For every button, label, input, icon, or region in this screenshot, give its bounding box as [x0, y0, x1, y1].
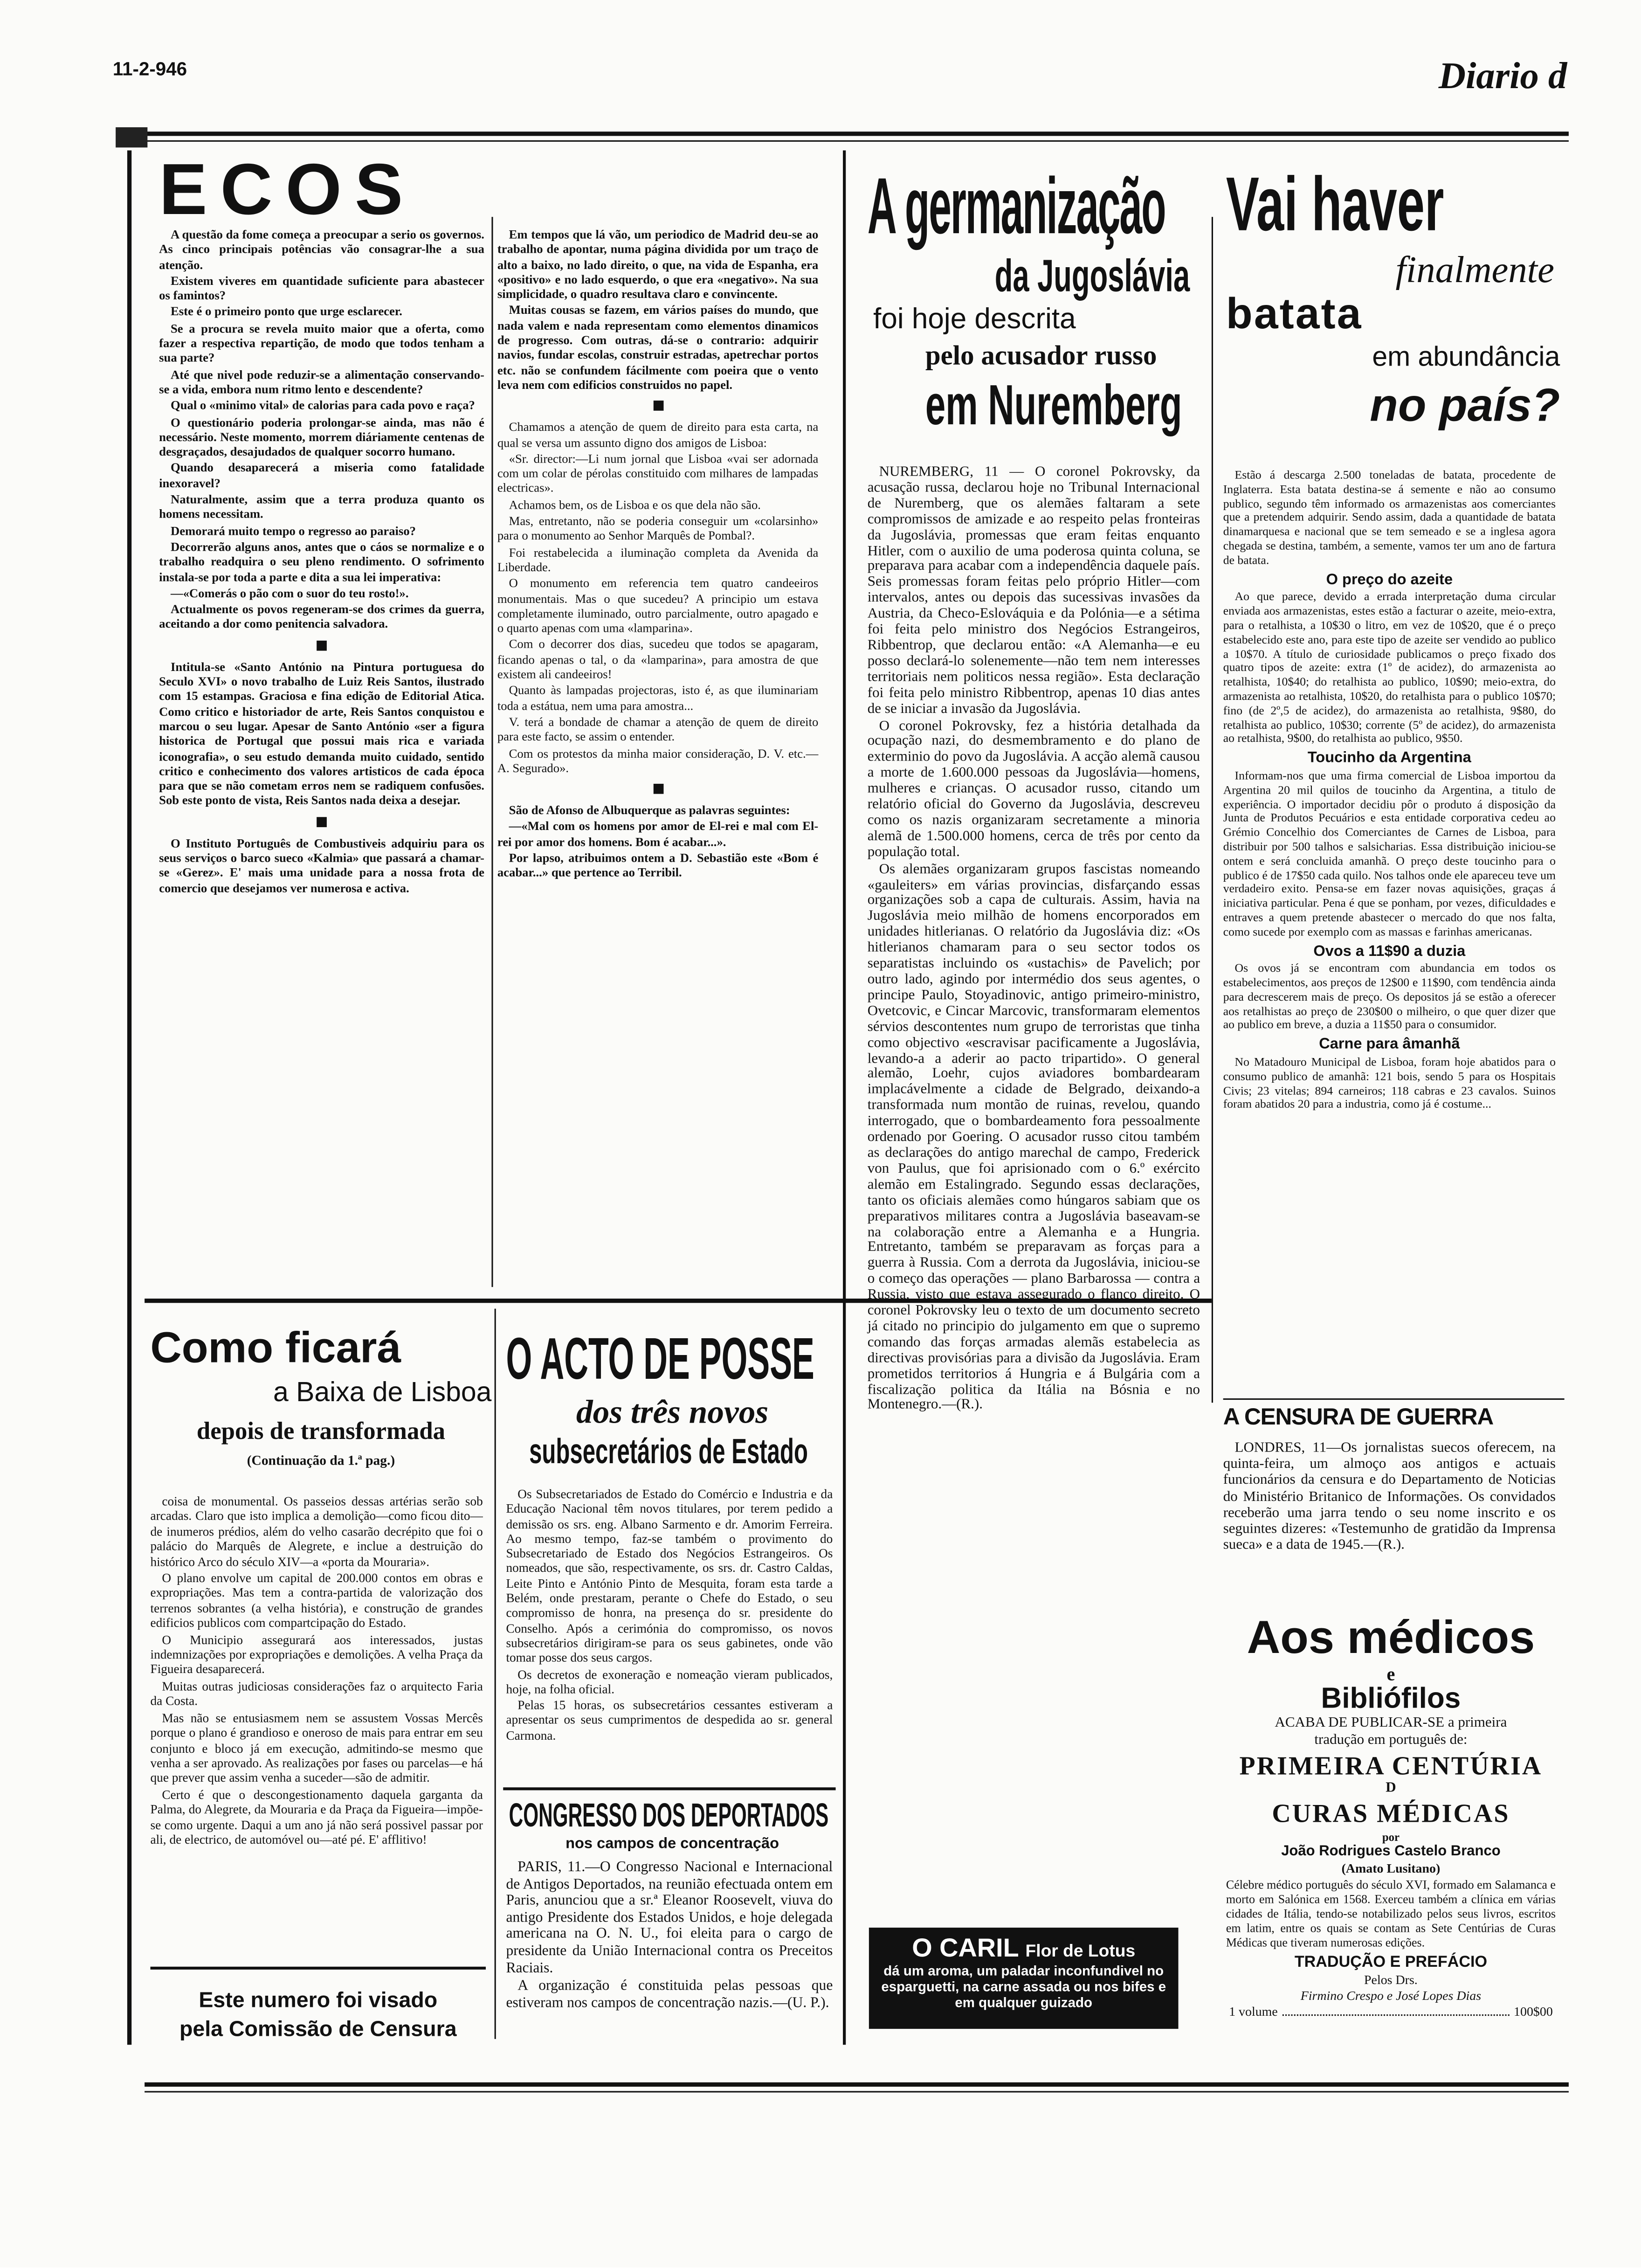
left-border [127, 151, 131, 2045]
medicos-l10: Pelos Drs. [1364, 1972, 1418, 1987]
ecos-separator [317, 640, 327, 650]
baixa-bottom-rule [151, 1967, 486, 1970]
baixa-h1: Como ficará [150, 1324, 401, 1373]
ecos-paragraph: Com o decorrer dos dias, sucedeu que todos se apagaram, ficando apenas o tal, o da «lamparina», para amostra de que existem ali candeeiros! [497, 636, 819, 681]
germanizacao-body [868, 466, 1200, 1417]
ecos-paragraph: V. terá a bondade de chamar a atenção de quem de direito para este facto, se assim o entender. [497, 714, 819, 744]
visado-box [151, 1987, 486, 2045]
medicos-l8: (Amato Lusitano) [1341, 1861, 1441, 1876]
medicos-l9: TRADUÇÃO E PREFÁCIO [1294, 1953, 1488, 1971]
congresso-h2: nos campos de concentração [565, 1835, 779, 1853]
posse-paragraph: Os decretos de exoneração e nomeação vieram publicados, hoje, na folha oficial. [506, 1666, 833, 1696]
batata-section-title: Carne para âmanhã [1319, 1036, 1460, 1053]
ecos-paragraph: —«Mal com os homens por amor de El-rei e mal com El-rei por amor dos homens. Bom é acabar...». [497, 819, 819, 849]
batata-section-body: Ao que parece, devido a errada interpretação duma circular enviada aos armazenistas, estes estão a facturar o azeite, meio-extra, para o retalhista, a 10$30 o litro, em vez de 10$20, que é o preço estabelecido este ano, para este tipo de azeite ser vendido ao publico a 10$70. A título de curiosidade publicamos o preço fixado dos quatro tipos de azeite: extra (1º de acidez), do armazenista ao retalhista, 10$40; do retalhista ao publico, 10$90; meio-extra, do armazenista ao retalhista, 10$20, do retalhista para o publico 10$70; fino (de 2º,5 de acidez), do armazenista ao retalhista, 9$80, do retalhista ao publico, 10$30; corrente (5º de acidez), do armazenista ao retalhista, 9$00, do retalhista ao publico, 9$50. [1223, 590, 1556, 746]
baixa-paragraph: O Municipio assegurará aos interessados, justas indemnizações por expropriações e demolições. A velha Praça da Figueira desaparecerá. [150, 1632, 483, 1677]
ecos-paragraph: Este é o primeiro ponto que urge esclarecer. [170, 304, 402, 319]
batata-headline [1226, 159, 1566, 431]
batata-h5: no país? [1370, 379, 1560, 431]
germanizacao-paragraph: Os alemães organizaram grupos fascistas nomeando «gauleiters» em várias provincias, disfarçando essas organizações sob a capa de culturais. Assim, havia na Jugoslávia meio milhão de homens encorporados em unidades hitlerianas. O relatório da Jugoslávia diz: «Os hitlerianos chamaram para o seu sector todos os separatistas incluindo os «ustachis» de Pavelich; por outro lado, agindo por intermédio dos seus agentes, o principe Paulo, Stoyadinovic, antigo primeiro-ministro, Ovetcovic, e Cincar Marcovic, transformaram elementos sérvios descontentes num grupo de terroristas que tinha como objectivo «escravisar pacificamente a Jugoslávia, levando-a a aderir ao pacto tripartido». O general alemão, Loehr, cujos aviadores bombardearam implacávelmente a cidade de Belgrado, deixando-a transformada num montão de ruinas, revelou, quando interrogado, que o bombardeamento fora pessoalmente ordenado por Goering. O acusador russo citou também as declarações do antigo marechal de campo, Frederick von Paulus, que foi aprisionado com o 6.º exército alemão em Estalingrado. Segundo essas declarações, tanto os oficiais alemães como húngaros sabiam que os preparativos militares contra a Jugoslávia baseavam-se na colaboração entre a Alemanha e a Hungria. Entretanto, também se preparavam as forças para a guerra à Russia. Com a derrota da Jugoslávia, iniciou-se o começo das operações — plano Barbarossa — contra a Russia, visto que estava assegurado o flanco direito. O coronel Pokrovsky leu o texto de um documento secreto já citado no principio do julgamento em que o supremo comando das forças armadas alemãs estabelecia as directivas provisórias para a divisão da Jugoslávia. Eram prometidos territorios á Hungria e á Bulgária com a fiscalização politica da Itália na Bósnia e no Montenegro.—(R.). [867, 861, 1200, 1414]
medicos-l2: tradução em português de: [1314, 1732, 1468, 1749]
caril-ad [869, 1928, 1179, 2029]
censura-body: LONDRES, 11—Os jornalistas suecos oferecem, na quinta-feira, um almoço aos antigos e actuais funcionários da censura e do Departamento de Noticias do Ministério Britanico de Informações. Os convidados receberão uma jarra tendo o seu nome inscrito e os seguintes dizeres: «Testemunho de gratidão da Imprensa sueca» e a data de 1945.—(R.). [1223, 1440, 1556, 1554]
medicos-l11: Firmino Crespo e José Lopes Dias [1300, 1988, 1482, 2003]
ecos-paragraph: Naturalmente, assim que a terra produza quanto os homens necessitam. [159, 491, 484, 521]
censura-top-rule [1223, 1398, 1565, 1400]
caril-brand: Flor de Lotus [1025, 1940, 1136, 1961]
medicos-price-row [1220, 2004, 1561, 2020]
batata-section-title: Ovos a 11$90 a duzia [1313, 942, 1466, 960]
batata-section-title: Toucinho da Argentina [1307, 749, 1471, 767]
ecos-paragraph: Com os protestos da minha maior consideração, D. V. etc.—A. Segurado». [497, 745, 819, 775]
baixa-paragraph: Certo é que o descongestionamento daquela garganta da Palma, do Alegrete, da Mouraria e da Praça da Figueira—impõe-se como urgente. Daqui a um ano já não será possivel passar por ali, de electrico, de automóvel ou—até pé. E' afflitivo! [150, 1787, 483, 1847]
germanizacao-h5: em Nuremberg [925, 374, 1182, 438]
top-rule [145, 131, 1569, 136]
censura-body-wrap [1223, 1440, 1556, 1555]
germanizacao-h2: da Jugoslávia [994, 251, 1190, 302]
visado-l1: Este numero foi visado [199, 1988, 438, 2013]
ecos-paragraph: Decorrerão alguns anos, antes que o cáos se normalize e o trabalho readquira o seu pleno rendimento. O sofrimento instala-se por toda a parte e dita a sua lei imperativa: [159, 539, 484, 584]
medicos-l3: PRIMEIRA CENTÚRIA [1239, 1751, 1543, 1780]
batata-h1: Vai haver [1226, 162, 1444, 248]
baixa-headline [151, 1323, 492, 1474]
ecos-paragraph: Até que nivel pode reduzir-se a alimentação conservando-se a vida, embora num ritmo lento e descendente? [159, 366, 484, 396]
batata-intro: Estão á descarga 2.500 toneladas de batata, procedente de Inglaterra. Esta batata destina-se á semente e não ao consumo publico, segundo têm informado os armazenistas aos comerciantes que a pretendem adquirir. Sendo assim, dada a quantidade de batata dinamarquesa e nacional que se tem semeado e se a inglesa agora chegada se destina, também, a semente, vamos ter um ano de fartura de batata. [1223, 468, 1556, 567]
congresso-headline [509, 1796, 836, 1854]
medicos-l1: ACABA DE PUBLICAR-SE a primeira [1275, 1715, 1507, 1731]
congresso-body [506, 1860, 833, 2013]
ecos-separator [653, 784, 663, 794]
visado-l2: pela Comissão de Censura [179, 2017, 457, 2042]
congresso-paragraph: PARIS, 11.—O Congresso Nacional e Internacional de Antigos Deportados, na reunião efectuada ontem em Paris, anunciou que a sr.ª Eleanor Roosevelt, viuva do antigo Presidente dos Estados Unidos, e hoje delegada americana na O. N. U., foi eleita para o cargo de presidente da União Internacional contra os Preceitos Raciais. [506, 1860, 833, 1977]
germanizacao-paragraph: O coronel Pokrovsky, fez a história detalhada da ocupação nazi, do desmembramento e do plano de exterminio do povo da Jugoslávia. A acção alemã causou a morte de 1.600.000 pessoas da Jugoslávia—homens, mulheres e crianças. O acusador russo, citando um relatório oficial do Governo da Jugoslávia, descreveu como os nazis organizaram secretamente a minoria alemã de 1.500.000 homens, cerca de três por cento da população total. [867, 718, 1200, 860]
batata-body [1223, 469, 1556, 1114]
ecos-paragraph: Quando desaparecerá a miseria como fatalidade inexoravel? [159, 460, 484, 490]
ecos-paragraph: Em tempos que lá vão, um periodico de Madrid deu-se ao trabalho de apontar, numa página dividida por um traço de alto a baixo, no lado direito, o que, na vida de Espanha, era «positivo» e no lado esquerdo, o que era «negativo». Na sua simplicidade, o quadro resultava claro e convincente. [497, 227, 819, 301]
ecos-separator [317, 816, 327, 827]
posse-body [506, 1487, 833, 1744]
bottom-rule-thin [145, 2091, 1569, 2092]
scan-mark [116, 127, 147, 147]
right-column-rule [1212, 217, 1213, 1403]
germanizacao-paragraph: NUREMBERG, 11 — O coronel Pokrovsky, da acusação russa, declarou hoje no Tribunal Internacional de Nuremberg, que os alemães faltaram a sete compromissos de amizade e ao respeito pelas fronteiras da Jugoslávia, promessas que eram feitas enquanto Hitler, com o auxilio de uma poderosa quinta coluna, se preparava para acabar com a independência daquele país. Seis promessas foram feitas pelo próprio Hitler—com intervalos, antes ou depois das sucessivas invasões da Austria, da Checo-Eslováquia e da Polónia—e a sétima foi feita pelo ministro dos Negócios Estrangeiros, Ribbentrop, que declarou então: «A Alemanha—e eu posso declará-lo solenemente—não tem nem interesses territoriais nem politicos nessa região». Esta declaração foi feita pelo ministro Ribbentrop, apenas 10 dias antes de se iniciar a invasão da Jugoslávia. [867, 464, 1200, 717]
caril-text: dá um aroma, um paladar inconfundivel no esparguetti, na carne assada ou nos bifes e em qualquer guizado [881, 1964, 1166, 2012]
ecos-paragraph: Se a procura se revela muito maior que a oferta, como fazer a respectiva repartição, de modo que todos tenham a sua parte? [159, 320, 484, 365]
ecos-paragraph: Chamamos a atenção de quem de direito para esta carta, na qual se versa um assunto digno dos amigos de Lisboa: [497, 420, 819, 449]
ecos-paragraph: O monumento em referencia tem quatro candeeiros monumentais. Mas o que sucedeu? A principio um estava completamente iluminado, outro parcialmente, outro apagado e o quarto apenas com uma «lamparina». [497, 576, 819, 635]
baixa-h2: a Baixa de Lisboa [273, 1378, 492, 1409]
posse-paragraph: Os Subsecretariados de Estado do Comércio e Industria e da Educação Nacional têm novos titulares, por terem pedido a demissão os srs. eng. Albano Sarmento e dr. Amorim Ferreira. Ao mesmo tempo, faz-se também o provimento do Subsecretariado de Estado dos Negócios Estrangeiros. Os nomeados, que são, respectivamente, os srs. dr. Castro Caldas, Leite Pinto e António Pinto de Mesquita, foram esta tarde a Belém, onde prestaram, perante o Chefe do Estado, o seu compromisso de honra, na presença do sr. presidente do Conselho. Após a cerimónia do compromisso, os novos subsecretários dirigiram-se para os seus gabinetes, onde vão tomar posse dos seus cargos. [506, 1487, 833, 1665]
baixa-body [151, 1494, 483, 1849]
batata-section-body: No Matadouro Municipal de Lisboa, foram hoje abatidos para o consumo publico de amanhã: 121 bois, sendo 5 para os Hospitais Civis; 23 vitelas; 894 carneiros; 118 cabras e 23 cavalos. Suinos foram abatidos 20 para a industria, como já é costume... [1223, 1056, 1556, 1112]
page-date: 11-2-946 [112, 58, 187, 80]
ecos-paragraph: «Sr. director:—Li num jornal que Lisboa «vai ser adornada com um colar de pérolas constituido com milhares de lampadas electricas». [497, 451, 819, 496]
ecos-paragraph: O Instituto Português de Combustiveis adquiriu para os seus serviços o barco sueco «Kalmia» que passará a chamar-se «Gerez». E' mais uma unidade para a nossa frota de comercio que desejamos ver numerosa e activa. [159, 835, 484, 895]
newspaper-name: Diario d [1438, 55, 1567, 97]
batata-h4: em abundância [1372, 343, 1560, 373]
medicos-h1: Aos médicos [1247, 1611, 1535, 1663]
germanizacao-h3: foi hoje descrita [873, 304, 1076, 336]
censura-title: A CENSURA DE GUERRA [1223, 1405, 1494, 1431]
medicos-l4: D [1386, 1780, 1396, 1796]
ecos-paragraph: O questionário poderia prolongar-se ainda, mas não é necessário. Neste momento, morrem diáriamente centenas de desgraçados, desajudados de qualquer socorro humano. [159, 414, 484, 459]
ecos-paragraph: Qual o «minimo vital» de calorias para cada povo e raça? [170, 398, 475, 413]
medicos-price: 100$00 [1514, 2004, 1553, 2019]
posse-h1: O ACTO DE POSSE [506, 1327, 814, 1393]
medicos-l6: por [1382, 1831, 1400, 1844]
medicos-body: Célebre médico português do século XVI, formado em Salamanca e morto em Salónica em 1568. Exerceu também a clínica em várias cidades de Itália, tendo-se notabilizado pelos seus livros, escritos em latim, entre os quais se contam as Sete Centúrias de Curas Médicas que tiveram numerosas edições. [1226, 1878, 1556, 1950]
batata-h2: finalmente [1395, 249, 1554, 291]
bottom-rule [145, 2082, 1569, 2087]
top-rule-thin [145, 140, 1569, 142]
posse-column-rule [495, 1309, 496, 2039]
medicos-l5: CURAS MÉDICAS [1272, 1799, 1510, 1828]
posse-h3: subsecretários de Estado [529, 1431, 808, 1472]
baixa-h3: depois de transformada [196, 1417, 446, 1445]
congresso-h1: CONGRESSO DOS DEPORTADOS [509, 1796, 829, 1834]
batata-section-title: O preço do azeite [1326, 570, 1453, 588]
ecos-paragraph: Existem viveres em quantidade suficiente para abastecer os famintos? [159, 273, 484, 303]
medicos-ad [1220, 1608, 1561, 2020]
ecos-paragraph: Achamos bem, os de Lisboa e os que dela não são. [509, 497, 761, 512]
baixa-paragraph: Mas não se entusiasmem nem se assustem Vossas Mercês porque o plano é grandioso e oneroso de mais para entrar em seu conjunto e bloco já em execução, admitindo-se mesmo que venha a ser aprovado. As realizações por fases ou parcelas—e há que prever que assim venha a suceder—são de admitir. [150, 1710, 483, 1785]
caril-title: O CARIL [912, 1933, 1019, 1963]
batata-h3: batata [1226, 290, 1363, 339]
ecos-col2 [497, 227, 818, 882]
ecos-title: ECOS [159, 149, 416, 230]
baixa-paragraph: coisa de monumental. Os passeios dessas artérias serão sob arcadas. Claro que isto implica a demolição—como ficou dito—de inumeros prédios, além do velho casarão decrépito que foi o palácio do Marquês de Alegrete, e inclue a destruição do histórico Arco do século XIV—a «porta da Mouraria». [150, 1494, 483, 1569]
medicos-h2: e [1386, 1663, 1395, 1685]
posse-headline [506, 1323, 838, 1472]
posse-paragraph: Pelas 15 horas, os subsecretários cessantes estiveram a apresentar os seus cumprimentos de despedida ao sr. general Carmona. [506, 1698, 833, 1742]
ecos-paragraph: Muitas cousas se fazem, em vários países do mundo, que nada valem e nada representam como elementos dinamicos de progresso. Com outras, dá-se o contrario: adquirir navios, fundar escolas, construir estradas, apetrechar portos etc. não se confundem fácilmente com poeira que o vento leva nem com edificios construidos no papel. [497, 303, 819, 392]
ecos-separator [653, 401, 663, 411]
batata-section-body: Os ovos já se encontram com abundancia em todos os estabelecimentos, aos preços de 12$00 e 11$90, com tendência ainda para decrescerem mais de preço. Os depositos já se estão a oferecer aos retalhistas ao preço de 230$00 o milheiro, o que quer dizer que ao publico em breve, a duzia a 11$50 para o consumidor. [1223, 962, 1556, 1032]
medicos-l7: João Rodrigues Castelo Branco [1281, 1844, 1501, 1860]
ecos-paragraph: São de Afonso de Albuquerque as palavras seguintes: [509, 802, 790, 817]
germanizacao-h4: pelo acusador russo [925, 341, 1157, 372]
medicos-volume: 1 volume [1229, 2004, 1278, 2019]
ecos-paragraph: Actualmente os povos regeneram-se dos crimes da guerra, aceitando a dor como penitencia salvadora. [159, 602, 484, 631]
germanizacao-headline [867, 159, 1207, 438]
baixa-paragraph: O plano envolve um capital de 200.000 contos em obras e expropriações. Mas tem a contra-partida de valorização dos terrenos sobrantes (a velha história), e construção de grandes edificios publicos com compartcipação do Estado. [150, 1570, 483, 1630]
baixa-paragraph: Muitas outras judiciosas considerações faz o arquitecto Faria da Costa. [150, 1679, 483, 1708]
ecos-paragraph: Foi restabelecida a iluminação completa da Avenida da Liberdade. [497, 545, 819, 574]
ecos-paragraph: Mas, entretanto, não se poderia conseguir um «colarsinho» para o monumento ao Senhor Marquês de Pombal?. [497, 513, 819, 543]
ecos-paragraph: Por lapso, atribuimos ontem a D. Sebastião este «Bom é acabar...» que pertence ao Terribil. [497, 850, 819, 880]
ecos-paragraph: Demorará muito tempo o regresso ao paraiso? [170, 523, 416, 538]
congresso-top-rule [503, 1787, 835, 1790]
ecos-paragraph: Quanto às lampadas projectoras, isto é, as que iluminariam toda a estátua, nem uma para amostra... [497, 683, 819, 712]
center-column-rule [843, 151, 846, 2045]
germanizacao-h1: A germanização [867, 162, 1165, 251]
baixa-continuation: (Continuação da 1.ª pag.) [247, 1454, 395, 1469]
congresso-paragraph: A organização é constituida pelas pessoas que estiveram nos campos de concentração nazis.—(U. P.). [506, 1978, 833, 2012]
ecos-paragraph: A questão da fome começa a preocupar a serio os governos. As cinco principais potências vão consagrar-lhe a sua atenção. [159, 227, 484, 271]
ecos-col1 [159, 227, 484, 897]
medicos-h3: Bibliófilos [1321, 1683, 1461, 1715]
ecos-paragraph: Intitula-se «Santo António na Pintura portuguesa do Seculo XVI» o novo trabalho de Luiz Reis Santos, ilustrado com 15 estampas. Graciosa e fina edição de Editorial Atica. Como critico e historiador de arte, Reis Santos conquistou e marcou o seu lugar. Apesar de Santo António «ser a figura historica de Portugal que possui mais rica e variada iconografia», o seu estudo demanda muito cuidado, sentido critico e conhecimento dos valores artisticos de cada época para que se não cometam erros nem se radiquem confusões. Sob este ponto de vista, Reis Santos nada deixa a desejar. [159, 659, 484, 808]
batata-section-body: Informam-nos que uma firma comercial de Lisboa importou da Argentina 20 mil quilos de toucinho da Argentina, a titulo de experiência. O importador decidiu pôr o produto á disposição da Junta de Produtos Pecuários e esta entidade corporativa cedeu ao Grémio Concelhio dos Comerciantes de Carnes de Lisboa, para distribuir por 500 talhos e salsicharias. Essa distribuição iniciou-se ontem e será concluida amanhã. O preço deste toucinho para o publico é de 17$50 cada quilo. Nos talhos onde ele apareceu teve um verdadeiro exito. Pensa-se em fazer novas aquisições, graças á iniciativa particular. Pena é que se ponham, por vezes, dificuldades e entraves a quem pretende abastecer o mercado do que nos falta, como sucede por exemplo com as massas e farinhas americanas. [1223, 769, 1556, 938]
posse-h2: dos três novos [576, 1394, 769, 1431]
ecos-paragraph: —«Comerás o pão com o suor do teu rosto!». [170, 585, 409, 600]
ecos-column-divider [491, 217, 493, 1287]
